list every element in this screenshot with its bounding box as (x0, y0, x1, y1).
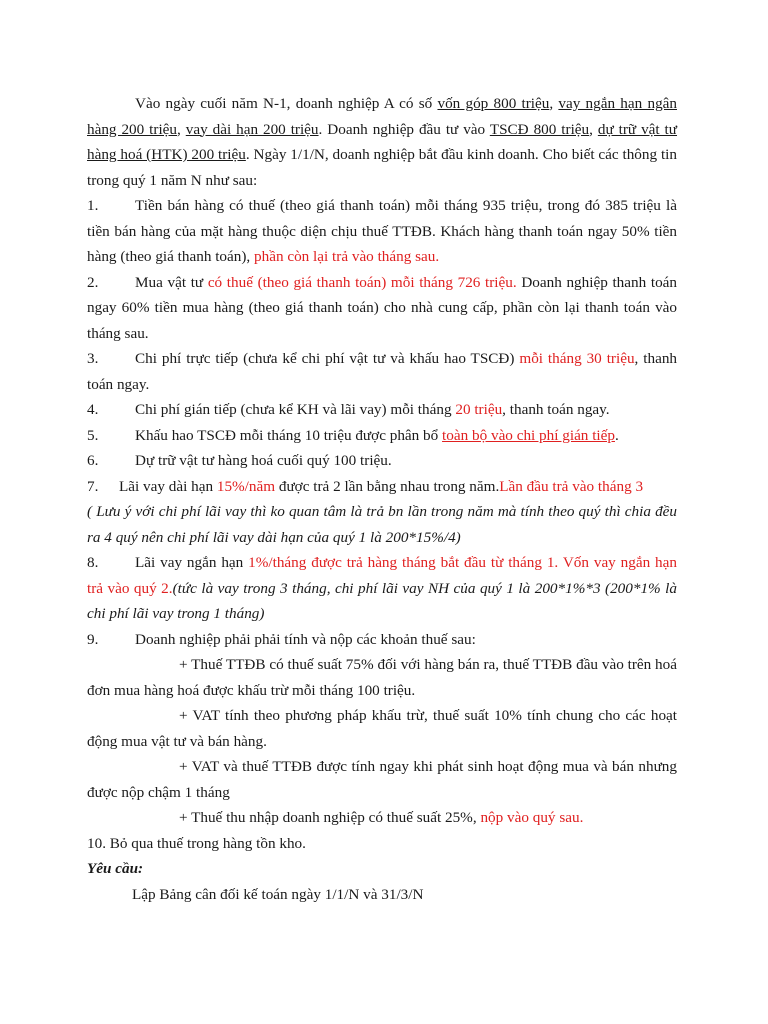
document-body (87, 91, 677, 907)
item-text: Doanh nghiệp thanh toán ngay 60% tiền mua hàng (theo giá thanh toán) cho nhà cung cấp, phần còn lại thanh toán vào tháng sau. (87, 273, 678, 342)
item-highlight: Lần đầu trả vào tháng 3 (499, 477, 644, 495)
item-number: 1. (87, 197, 99, 214)
list-item-5 (87, 423, 677, 449)
item-highlight: nộp vào quý sau. (480, 809, 584, 826)
item-text: Lãi vay dài hạn (119, 477, 217, 495)
item-highlight: 15%/năm (216, 477, 276, 495)
item-highlight: 20 triệu (455, 401, 503, 418)
item-text: được trả 2 lần bằng nhau trong năm. (275, 477, 500, 495)
intro-underlined: vay dài hạn 200 triệu (185, 120, 319, 138)
intro-text: , (589, 120, 598, 138)
list-item-10: 10. Bỏ qua thuế trong hàng tồn kho. (87, 834, 306, 852)
item-number: 6. (87, 452, 99, 469)
item-highlight: phần còn lại trả vào tháng sau. (254, 248, 440, 265)
list-item-4 (87, 397, 677, 423)
list-item-7 (87, 474, 677, 500)
item-number: 3. (87, 350, 99, 367)
tax-item-vat: + VAT tính theo phương pháp khấu trừ, thuế suất 10% tính chung cho các hoạt động mua vật tư và bán hàng. (87, 707, 677, 750)
item-number: 8. (87, 554, 99, 571)
item-text: , thanh toán ngay. (87, 350, 678, 393)
list-item-9 (87, 627, 677, 653)
item-number: 4. (87, 401, 99, 418)
item-text: Lãi vay ngắn hạn (135, 554, 249, 571)
tax-item-cit (87, 805, 677, 831)
intro-text: , (549, 95, 559, 112)
intro-underlined: dự trữ vật tư hàng hoá (HTK) 200 triệu (87, 120, 678, 163)
requirement-text: Lập Bảng cân đối kế toán ngày 1/1/N và 31/3/N (132, 885, 424, 903)
item-text: Doanh nghiệp phải phải tính và nộp các khoản thuế sau: (135, 630, 476, 648)
item-text: Khấu hao TSCĐ mỗi tháng 10 triệu được phân bổ (135, 426, 443, 444)
item-number: 5. (87, 426, 99, 444)
item-highlight: 1%/tháng được trả hàng tháng bắt đầu từ tháng 1. Vốn vay ngắn hạn trả vào quý 2. (87, 554, 677, 597)
intro-text: . Ngày 1/1/N, doanh nghiệp bắt đầu kinh doanh. Cho biết các thông tin trong quý 1 năm N như sau: (87, 146, 677, 189)
intro-underlined: vốn góp 800 triệu (437, 95, 550, 112)
list-item-3 (87, 346, 677, 397)
intro-paragraph (87, 91, 677, 193)
item-text: , thanh toán ngay. (502, 401, 610, 418)
list-item-8 (87, 550, 677, 627)
item-text: Mua vật tư (135, 273, 208, 291)
list-item-6 (87, 448, 677, 474)
list-item-1 (87, 193, 677, 270)
item-number: 9. (87, 630, 99, 648)
intro-underlined: vay ngắn hạn ngân hàng 200 triệu (87, 95, 677, 138)
item-text: . (614, 426, 619, 444)
intro-text: Vào ngày cuối năm N-1, doanh nghiệp A có số (135, 95, 438, 112)
item-note: (tức là vay trong 3 tháng, chi phí lãi vay NH của quý 1 là 200*1%*3 (200*1% là chi phí lãi vay trong 1 tháng) (87, 579, 677, 622)
item-number: 2. (87, 273, 99, 291)
intro-text: , (177, 120, 186, 138)
tax-item-ttdb: + Thuế TTĐB có thuế suất 75% đối với hàng bán ra, thuế TTĐB đầu vào trên hoá đơn mua hàng hoá được khấu trừ mỗi tháng 100 triệu. (87, 656, 677, 699)
item-text: + Thuế thu nhập doanh nghiệp có thuế suất 25%, (179, 809, 481, 826)
tax-item-vat-ttdb-timing: + VAT và thuế TTĐB được tính ngay khi phát sinh hoạt động mua và bán nhưng được nộp chậm 1 tháng (87, 758, 677, 801)
note-item-7: ( Lưu ý với chi phí lãi vay thì ko quan tâm là trả bn lần trong năm mà tính theo quý thì chia đều ra 4 quý nên chi phí lãi vay dài hạn của quý 1 là 200*15%/4) (87, 503, 677, 546)
intro-underlined: TSCĐ 800 triệu (489, 120, 590, 138)
item-highlight: có thuế (theo giá thanh toán) mỗi tháng 726 triệu. (207, 273, 517, 291)
intro-text: . Doanh nghiệp đầu tư vào (318, 120, 490, 138)
item-text: Dự trữ vật tư hàng hoá cuối quý 100 triệu. (135, 452, 392, 469)
item-text: Tiền bán hàng có thuế (theo giá thanh toán) mỗi tháng 935 triệu, trong đó 385 triệu là tiền bán hàng của mặt hàng thuộc diện chịu thuế TTĐB. Khách hàng thanh toán ngay 50% tiền hàng (theo giá thanh toán), (87, 197, 677, 265)
list-item-2 (87, 270, 677, 347)
item-number: 7. (87, 477, 99, 495)
item-text: Chi phí gián tiếp (chưa kể KH và lãi vay) mỗi tháng (135, 401, 456, 418)
item-text: Chi phí trực tiếp (chưa kể chi phí vật tư và khấu hao TSCĐ) (135, 350, 520, 367)
requirement-heading: Yêu cầu: (87, 860, 144, 877)
item-highlight: mỗi tháng 30 triệu (519, 350, 635, 367)
item-highlight: toàn bộ vào chi phí gián tiếp (442, 426, 615, 444)
